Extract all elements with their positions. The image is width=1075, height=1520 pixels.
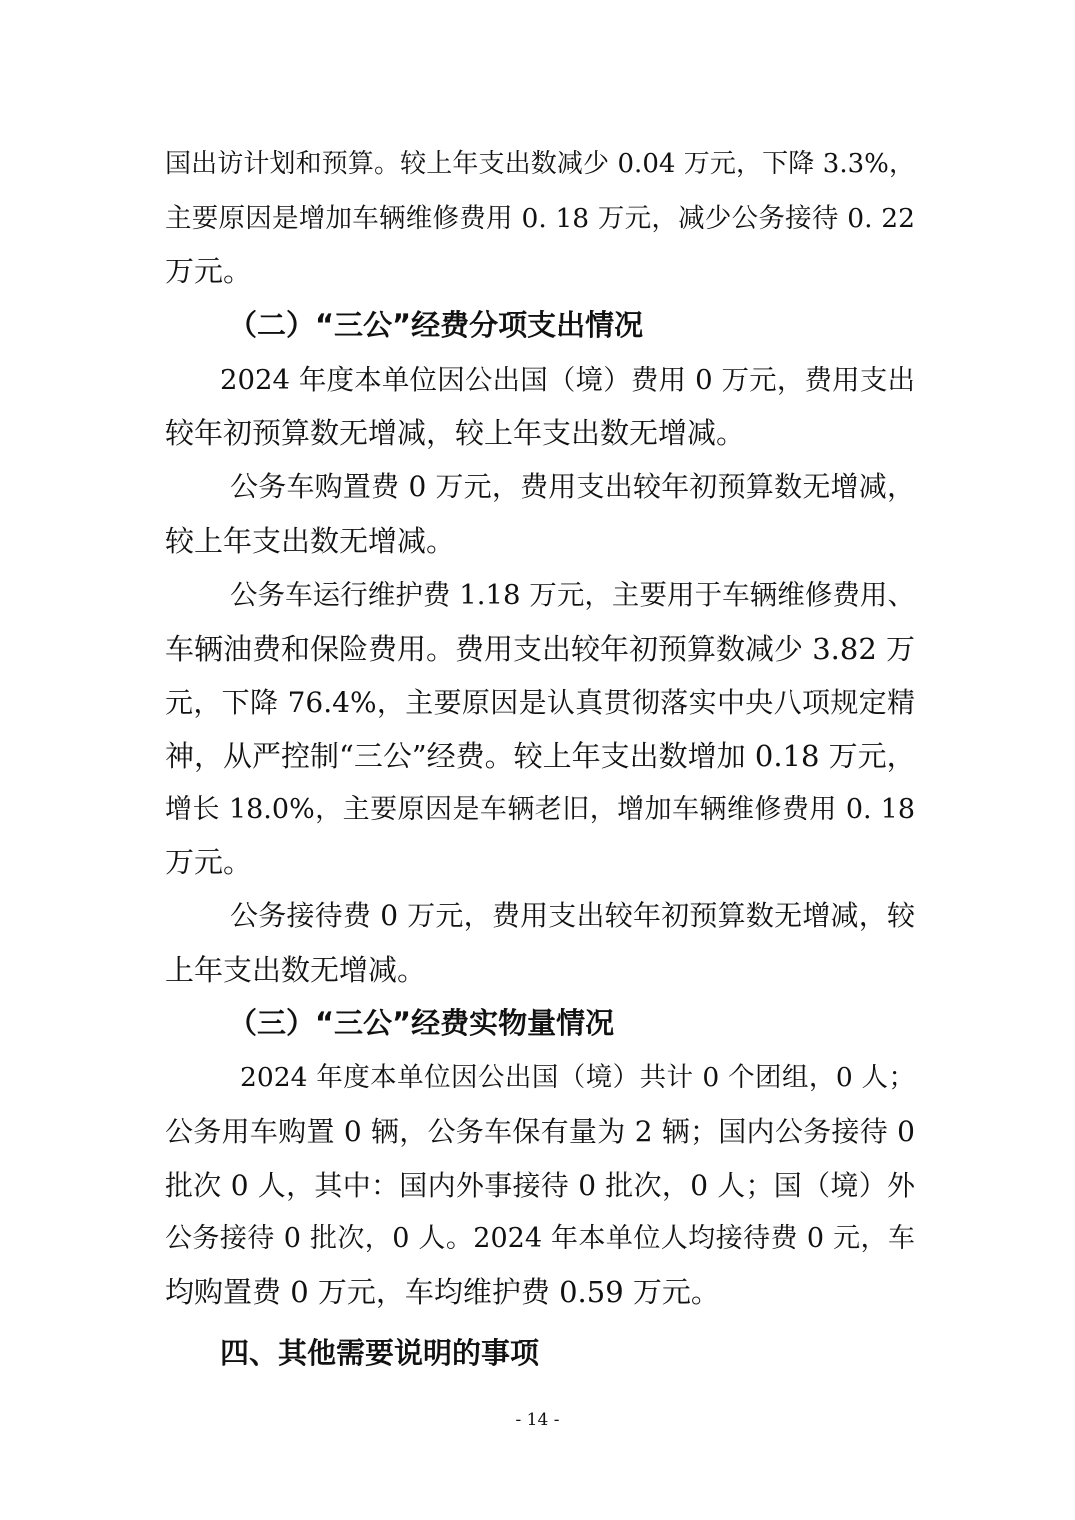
body-line-12: 神，从严控制“三公”经费。较上年支出数增加 0.18 万元，	[165, 739, 916, 773]
body-line-21: 公务接待 0 批次，0 人。2024 年本单位人均接待费 0 元，车	[165, 1223, 915, 1254]
body-line-13: 增长 18.0%，主要原因是车辆老旧，增加车辆维修费用 0. 18	[165, 794, 915, 825]
body-line-15: 公务接待费 0 万元，费用支出较年初预算数无增减，较	[230, 899, 915, 932]
body-line-14: 万元。	[165, 845, 253, 879]
body-line-19: 公务用车购置 0 辆，公务车保有量为 2 辆；国内公务接待 0	[165, 1115, 915, 1148]
page-number: - 14 -	[515, 1410, 560, 1430]
body-line-3: 万元。	[165, 254, 253, 288]
body-line-11: 元，下降 76.4%，主要原因是认真贯彻落实中央八项规定精	[165, 686, 915, 719]
body-line-20: 批次 0 人，其中：国内外事接待 0 批次，0 人；国（境）外	[165, 1169, 915, 1202]
body-line-16: 上年支出数无增减。	[165, 953, 427, 987]
section-heading-4: 四、其他需要说明的事项	[220, 1336, 540, 1370]
body-line-5: 2024 年度本单位因公出国（境）费用 0 万元，费用支出	[220, 364, 915, 396]
body-line-18: 2024 年度本单位因公出国（境）共计 0 个团组，0 人；	[240, 1062, 915, 1093]
body-line-10: 车辆油费和保险费用。费用支出较年初预算数减少 3.82 万	[165, 632, 916, 666]
body-line-9: 公务车运行维护费 1.18 万元，主要用于车辆维修费用、	[230, 579, 915, 611]
section-heading-3: （三）“三公”经费实物量情况	[228, 1006, 615, 1040]
body-line-7: 公务车购置费 0 万元，费用支出较年初预算数无增减，	[230, 470, 915, 503]
body-line-8: 较上年支出数无增减。	[165, 524, 456, 558]
body-line-1: 国出访计划和预算。较上年支出数减少 0.04 万元，下降 3.3%，	[165, 149, 915, 179]
body-line-6: 较年初预算数无增减，较上年支出数无增减。	[165, 416, 746, 450]
body-line-2: 主要原因是增加车辆维修费用 0. 18 万元，减少公务接待 0. 22	[165, 203, 915, 234]
section-heading-2: （二）“三公”经费分项支出情况	[228, 308, 644, 342]
body-line-22: 均购置费 0 万元，车均维护费 0.59 万元。	[165, 1275, 720, 1309]
